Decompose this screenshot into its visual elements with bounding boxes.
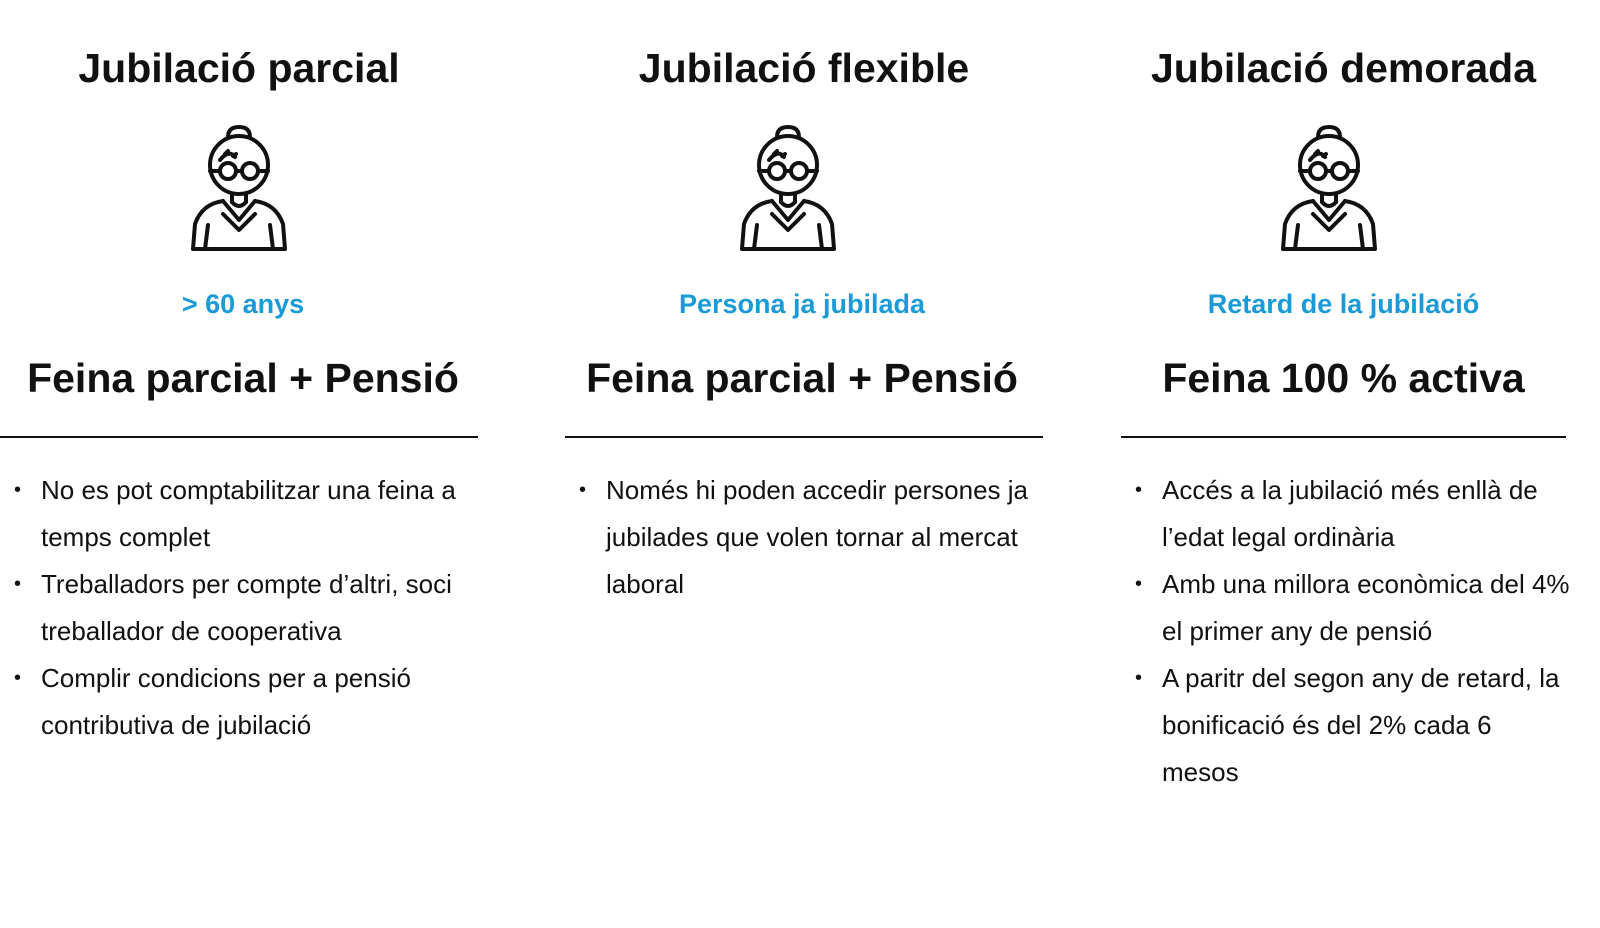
column-title: Jubilació demorada bbox=[1150, 45, 1537, 91]
column-partial-retirement bbox=[0, 0, 478, 928]
elderly-woman-icon bbox=[189, 124, 289, 252]
divider bbox=[565, 436, 1043, 438]
work-label: Feina 100 % activa bbox=[1162, 355, 1525, 401]
list-item: • Amb una millora econòmica del 4% el primer any de pensió bbox=[1135, 561, 1575, 655]
column-subtitle: Persona ja jubilada bbox=[678, 289, 926, 319]
column-title: Jubilació parcial bbox=[78, 45, 400, 91]
column-flexible-retirement bbox=[565, 0, 1043, 928]
list-item: • Treballadors per compte d’altri, soci treballador de cooperativa bbox=[14, 561, 474, 655]
column-subtitle: > 60 anys bbox=[181, 289, 305, 319]
column-title: Jubilació flexible bbox=[638, 45, 970, 91]
list-item: • Només hi poden accedir persones ja jubilades que volen tornar al mercat laboral bbox=[579, 467, 1049, 608]
column-subtitle: Retard de la jubilació bbox=[1207, 289, 1480, 319]
bullet-list bbox=[579, 467, 1049, 608]
work-label: Feina parcial + Pensió bbox=[586, 355, 1018, 401]
divider bbox=[1121, 436, 1566, 438]
elderly-woman-icon bbox=[1279, 124, 1379, 252]
work-label: Feina parcial + Pensió bbox=[27, 355, 459, 401]
list-item: • No es pot comptabilitzar una feina a temps complet bbox=[14, 467, 474, 561]
list-item: • Accés a la jubilació més enllà de l’edat legal ordinària bbox=[1135, 467, 1575, 561]
elderly-woman-icon bbox=[738, 124, 838, 252]
list-item: • A paritr del segon any de retard, la bonificació és del 2% cada 6 mesos bbox=[1135, 655, 1575, 796]
divider bbox=[0, 436, 478, 438]
list-item: • Complir condicions per a pensió contributiva de jubilació bbox=[14, 655, 474, 749]
column-delayed-retirement bbox=[1121, 0, 1570, 928]
bullet-list bbox=[1135, 467, 1575, 796]
bullet-list bbox=[14, 467, 474, 749]
